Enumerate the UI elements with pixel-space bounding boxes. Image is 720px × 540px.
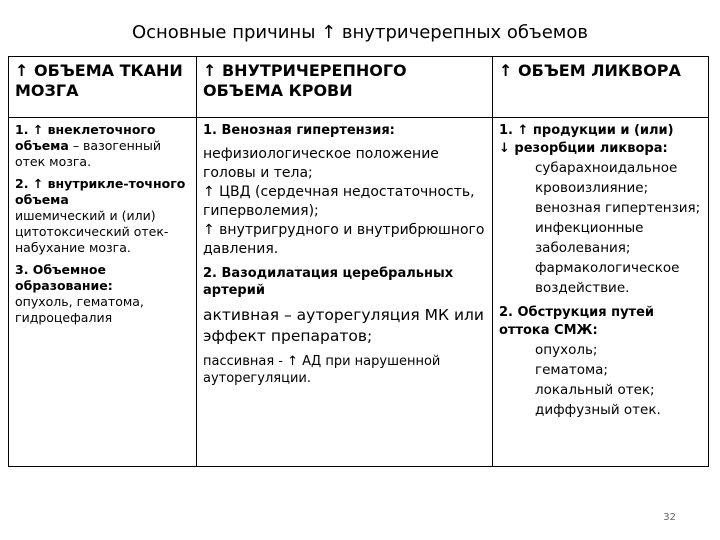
header-blood-volume: ↑ ВНУТРИЧЕРЕПНОГО ОБЪЕМА КРОВИ xyxy=(197,57,493,118)
extracellular-text: – вазогенный отек мозга. xyxy=(15,138,161,169)
venous-item-cvp: ↑ ЦВД (сердечная недостаточность, гиперволемия); xyxy=(203,184,475,219)
header-row xyxy=(9,57,709,118)
csf-obstruction-title: 2. Обструкция путей оттока СМЖ: xyxy=(499,305,655,338)
header-csf-volume: ↑ ОБЪЕМ ЛИКВОРА xyxy=(493,57,709,118)
intracellular-item xyxy=(15,176,190,256)
intracellular-text: ишемический и (или) цитотоксический отек-набухание мозга. xyxy=(15,208,169,255)
list-item: гематома; xyxy=(535,362,608,378)
list-item: субарахноидальное кровоизлияние; xyxy=(535,160,678,196)
causes-table xyxy=(8,56,709,467)
list-item: локальный отек; xyxy=(535,382,655,398)
csf-volume-cell xyxy=(493,118,709,467)
extracellular-title: 1. ↑ внеклеточного объема xyxy=(15,122,156,153)
mass-lesion-text: опухоль, гематома, гидроцефалия xyxy=(15,294,144,325)
content-row xyxy=(9,118,709,467)
mass-lesion-item xyxy=(15,262,190,326)
venous-item-pressure: ↑ внутригрудного и внутрибрюшного давления. xyxy=(203,222,485,257)
csf-production-list xyxy=(499,158,702,298)
list-item: диффузный отек. xyxy=(535,402,661,418)
list-item: венозная гипертензия; xyxy=(535,200,701,216)
list-item: фармакологическое воздействие. xyxy=(535,260,680,296)
list-item: опухоль; xyxy=(535,342,598,358)
blood-volume-cell xyxy=(197,118,493,467)
intracellular-title: 2. ↑ внутрикле-точного объема xyxy=(15,176,186,207)
csf-obstruction-list xyxy=(499,340,702,420)
page-number: 32 xyxy=(663,512,676,523)
header-brain-tissue: ↑ ОБЪЕМА ТКАНИ МОЗГА xyxy=(9,57,197,118)
extracellular-item xyxy=(15,122,190,170)
vasodilation-active: активная – ауторегуляция МК или эффект препаратов; xyxy=(203,306,484,345)
brain-tissue-cell xyxy=(9,118,197,467)
venous-item-position: нефизиологическое положение головы и тела; xyxy=(203,146,439,181)
mass-lesion-title: 3. Объемное образование: xyxy=(15,262,113,293)
venous-hypertension-title: 1. Венозная гипертензия: xyxy=(203,123,395,138)
vasodilation-passive: пассивная - ↑ АД при нарушенной ауторегуляции. xyxy=(203,354,441,386)
vasodilation-title: 2. Вазодилатация церебральных артерий xyxy=(203,266,454,298)
list-item: инфекционные заболевания; xyxy=(535,220,644,256)
csf-production-title-b: ↓ резорбции ликвора: xyxy=(499,141,668,156)
slide-title: Основные причины ↑ внутричерепных объемов xyxy=(131,22,589,43)
csf-production-title-a: 1. ↑ продукции и (или) xyxy=(499,123,674,138)
